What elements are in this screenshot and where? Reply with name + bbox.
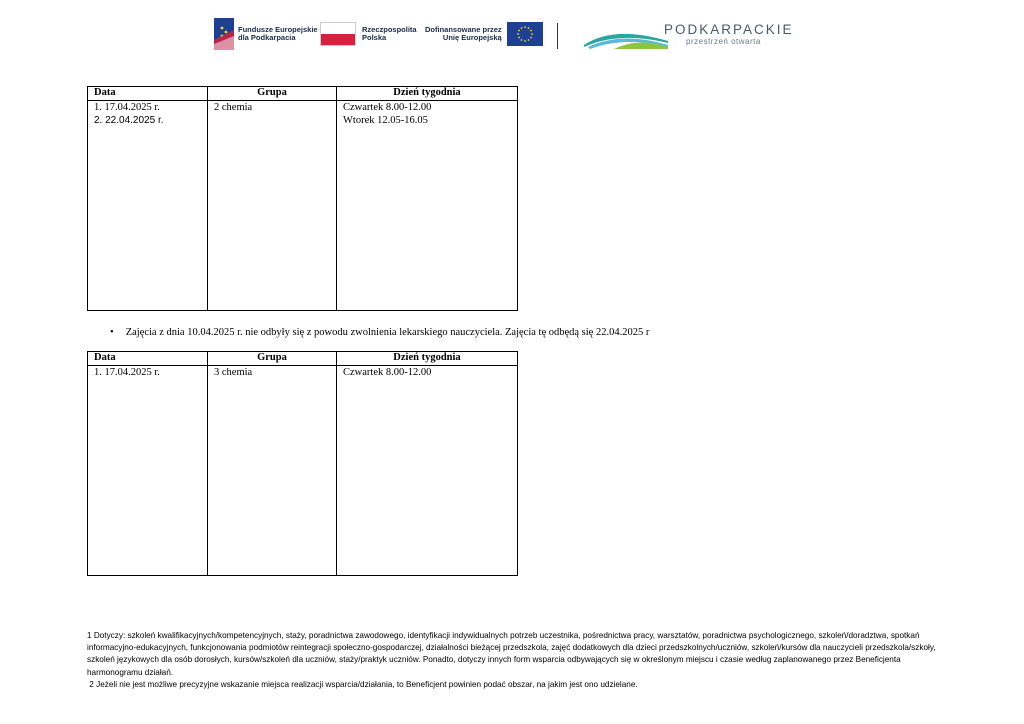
- eu-logo: [425, 22, 543, 46]
- header-grupa: Grupa: [208, 87, 337, 101]
- eu-line1: Dofinansowane przez: [425, 24, 502, 34]
- table-row: [88, 101, 518, 311]
- header-dzien: Dzień tygodnia: [337, 352, 518, 366]
- schedule-table-1: [87, 86, 518, 311]
- eu-flag-icon: [507, 22, 543, 46]
- podkarpackie-logo: [584, 23, 794, 49]
- logo-separator: [557, 23, 558, 49]
- pl-flag-icon: [320, 22, 356, 46]
- fe-logo: [214, 18, 318, 50]
- cell-days: [337, 366, 518, 576]
- fe-line1: Fundusze Europejskie: [238, 24, 318, 34]
- table-header-row: [88, 87, 518, 101]
- footnote-1: 1 Dotyczy: szkoleń kwalifikacyjnych/kompetencyjnych, staży, poradnictwa zawodowego, identyfikacji indywidualnych potrzeb uczestnika, pośrednictwa pracy, warsztatów, poradnictwa psychologicznego, szkoleń/doradztwa, spotkań informacyjno-edukacyjnych, funkcjonowania podmiotów reintegracji społeczno-gospodarczej, działalności bieżącej przedszkola, zajęć dodatkowych dla dzieci przedszkolnych/uczniów, szkoleń/kursów dla nauczycieli przedszkola/szkoły, szkoleń językowych dla osób dorosłych, kursów/szkoleń dla uczniów, staży/praktyk uczniów. Ponadto, dotyczy innych form wsparcia odbywających się w określonym miejscu i czasie według zaplanowanego przez Beneficjenta harmonogramu działań.: [87, 631, 936, 677]
- header-data: Data: [88, 87, 208, 101]
- table-row: [88, 366, 518, 576]
- rp-line2: Polska: [362, 33, 387, 42]
- rp-logo: [320, 22, 417, 46]
- cell-days: [337, 101, 518, 311]
- header-data: Data: [88, 352, 208, 366]
- podkarpackie-subtitle: przestrzeń otwarta: [686, 36, 761, 46]
- day-1: Czwartek 8.00-12.00: [343, 367, 432, 378]
- header-grupa: Grupa: [208, 352, 337, 366]
- cell-group: 3 chemia: [208, 366, 337, 576]
- podkarpackie-title: PODKARPACKIE: [664, 21, 794, 37]
- eu-line2: Unię Europejską: [442, 33, 502, 42]
- hills-icon: [584, 23, 668, 49]
- day-2: Wtorek 12.05-16.05: [343, 114, 428, 126]
- cell-group: 2 chemia: [208, 101, 337, 311]
- fe-flag-icon: [214, 18, 234, 50]
- logo-bar: [0, 18, 1024, 52]
- bullet-icon: •: [110, 327, 114, 338]
- cell-dates: [88, 101, 208, 311]
- note-bullet-item: [110, 327, 649, 338]
- date-2: 2. 22.04.2025 r.: [94, 114, 164, 126]
- schedule-table-2: [87, 351, 518, 576]
- day-1: Czwartek 8.00-12.00: [343, 102, 432, 113]
- fe-line2: dla Podkarpacia: [238, 33, 296, 42]
- table-header-row: [88, 352, 518, 366]
- note-text: Zajęcia z dnia 10.04.2025 r. nie odbyły się z powodu zwolnienia lekarskiego nauczyciela. Zajęcia tę odbędą się 22.04.2025 r: [125, 327, 650, 338]
- footnotes: [87, 630, 947, 691]
- header-dzien: Dzień tygodnia: [337, 87, 518, 101]
- cell-dates: [88, 366, 208, 576]
- footnote-2: 2 Jeżeli nie jest możliwe precyzyjne wskazanie miejsca realizacji wsparcia/działania, to Beneficjent powinien podać obszar, na jakim jest ono udzielane.: [87, 679, 638, 689]
- date-1: 1. 17.04.2025 r.: [94, 367, 160, 378]
- rp-line1: Rzeczpospolita: [362, 24, 417, 34]
- date-1: 1. 17.04.2025 r.: [94, 102, 160, 113]
